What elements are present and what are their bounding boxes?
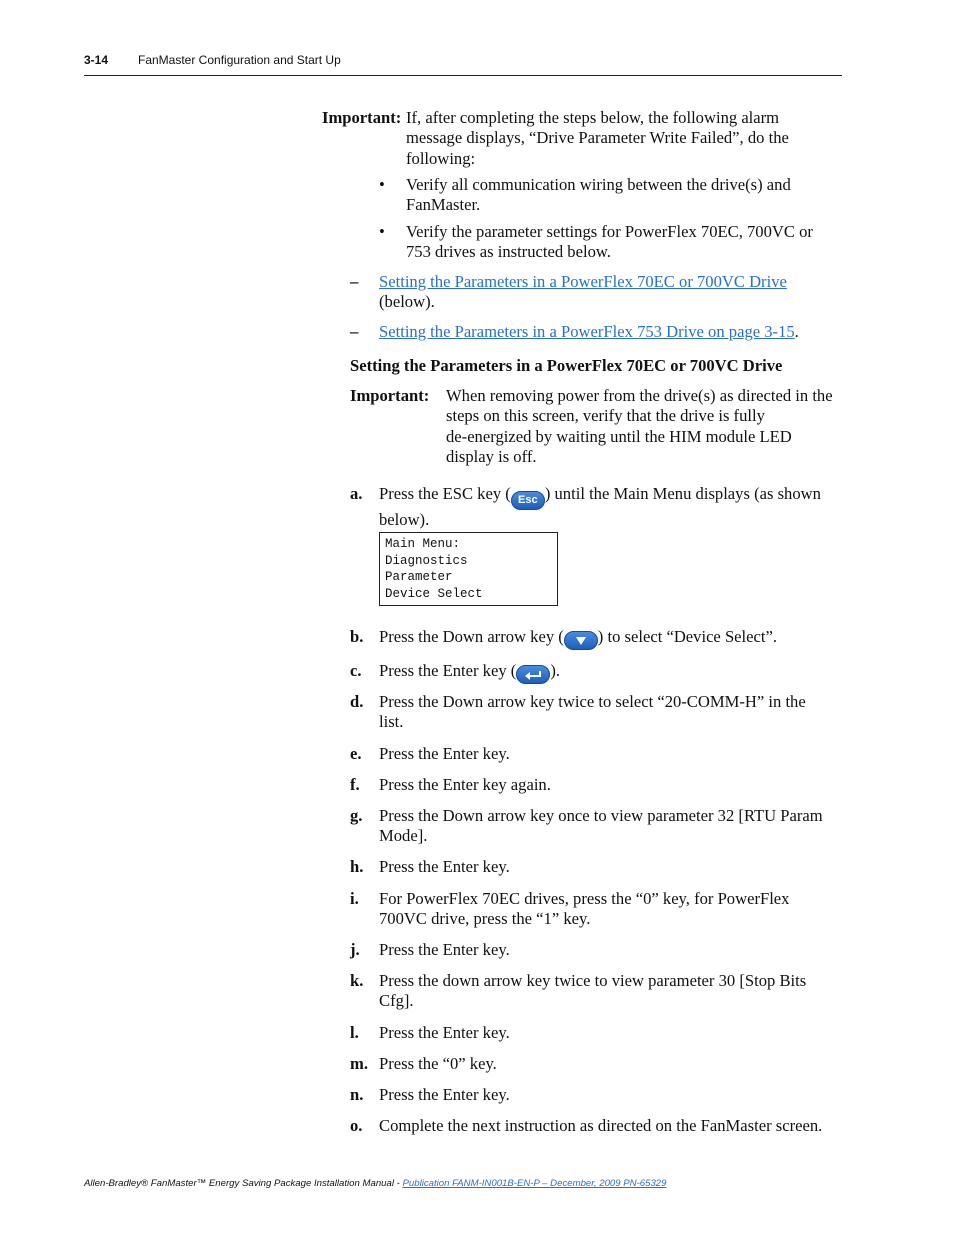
step-letter: a.: [350, 484, 363, 503]
step-h: Press the Enter key.: [379, 857, 510, 876]
section-title: FanMaster Configuration and Start Up: [138, 53, 341, 67]
step-letter: e.: [350, 744, 362, 763]
step-g: Press the Down arrow key once to view parameter 32 [RTU Param Mode].: [379, 806, 823, 846]
step-letter: m.: [350, 1054, 368, 1073]
dash-marker: –: [350, 322, 359, 341]
important-label: Important:: [322, 108, 402, 127]
header-rule: [84, 75, 842, 76]
step-letter: i.: [350, 889, 359, 908]
link-powerflex-70ec-700vc[interactable]: Setting the Parameters in a PowerFlex 70EC or 700VC Drive: [379, 272, 787, 291]
step-j: Press the Enter key.: [379, 940, 510, 959]
step-letter: o.: [350, 1116, 363, 1135]
step-n: Press the Enter key.: [379, 1085, 510, 1104]
step-letter: c.: [350, 661, 362, 680]
bullet-marker: •: [379, 222, 385, 241]
link-powerflex-753[interactable]: Setting the Parameters in a PowerFlex 753 Drive on page 3-15: [379, 322, 795, 341]
important-label: Important:: [350, 386, 430, 405]
dash-link-item: Setting the Parameters in a PowerFlex 70EC or 700VC Drive (below).: [379, 272, 787, 312]
bullet-item: Verify all communication wiring between the drive(s) and FanMaster.: [406, 175, 791, 215]
step-letter: j.: [350, 940, 360, 959]
step-l: Press the Enter key.: [379, 1023, 510, 1042]
step-letter: h.: [350, 857, 364, 876]
bullet-item: Verify the parameter settings for PowerFlex 70EC, 700VC or 753 drives as instructed below.: [406, 222, 813, 262]
step-letter: d.: [350, 692, 364, 711]
section-heading: Setting the Parameters in a PowerFlex 70EC or 700VC Drive: [350, 356, 783, 375]
step-i: For PowerFlex 70EC drives, press the “0” key, for PowerFlex 700VC drive, press the “1” key.: [379, 889, 790, 929]
publication-link[interactable]: Publication FANM-IN001B-EN-P – December, 2009 PN-65329: [402, 1178, 667, 1189]
step-d: Press the Down arrow key twice to select “20-COMM-H” in the list.: [379, 692, 806, 732]
him-display: [379, 532, 558, 606]
dash-marker: –: [350, 272, 359, 291]
step-f: Press the Enter key again.: [379, 775, 551, 794]
step-m: Press the “0” key.: [379, 1054, 497, 1073]
him-display-line: Device Select: [385, 586, 483, 601]
down-arrow-key-icon: [564, 631, 598, 650]
esc-key-icon: Esc: [511, 491, 545, 510]
him-display-line: Diagnostics: [385, 553, 468, 568]
step-letter: n.: [350, 1085, 364, 1104]
step-a: Press the ESC key ( Esc ) until the Main Menu displays (as shown below).: [379, 484, 821, 529]
important-note: If, after completing the steps below, the following alarm message displays, “Drive Parameter Write Failed”, do the following:: [406, 108, 789, 168]
dash-link-item: Setting the Parameters in a PowerFlex 753 Drive on page 3-15.: [379, 322, 799, 341]
important-note: When removing power from the drive(s) as directed in the steps on this screen, verify that the drive is fully de-energized by waiting until the HIM module LED display is off.: [446, 386, 833, 466]
step-k: Press the down arrow key twice to view parameter 30 [Stop Bits Cfg].: [379, 971, 807, 1011]
bullet-marker: •: [379, 175, 385, 194]
him-display-line: Main Menu:: [385, 537, 461, 551]
enter-key-icon: [516, 665, 550, 684]
step-b: Press the Down arrow key ( ) to select “Device Select”.: [379, 627, 777, 650]
step-letter: l.: [350, 1023, 359, 1042]
step-letter: b.: [350, 627, 364, 646]
footer: Allen-Bradley® FanMaster™ Energy Saving Package Installation Manual - Publication FANM-IN001B-EN-P – December, 2009 PN-65329: [84, 1178, 667, 1189]
him-display-line: Parameter: [385, 570, 453, 584]
step-letter: g.: [350, 806, 363, 825]
step-c: Press the Enter key ( ).: [379, 661, 560, 684]
page-number: 3-14: [84, 53, 109, 67]
step-letter: k.: [350, 971, 364, 990]
step-o: Complete the next instruction as directed on the FanMaster screen.: [379, 1116, 823, 1135]
step-e: Press the Enter key.: [379, 744, 510, 763]
step-letter: f.: [350, 775, 360, 794]
